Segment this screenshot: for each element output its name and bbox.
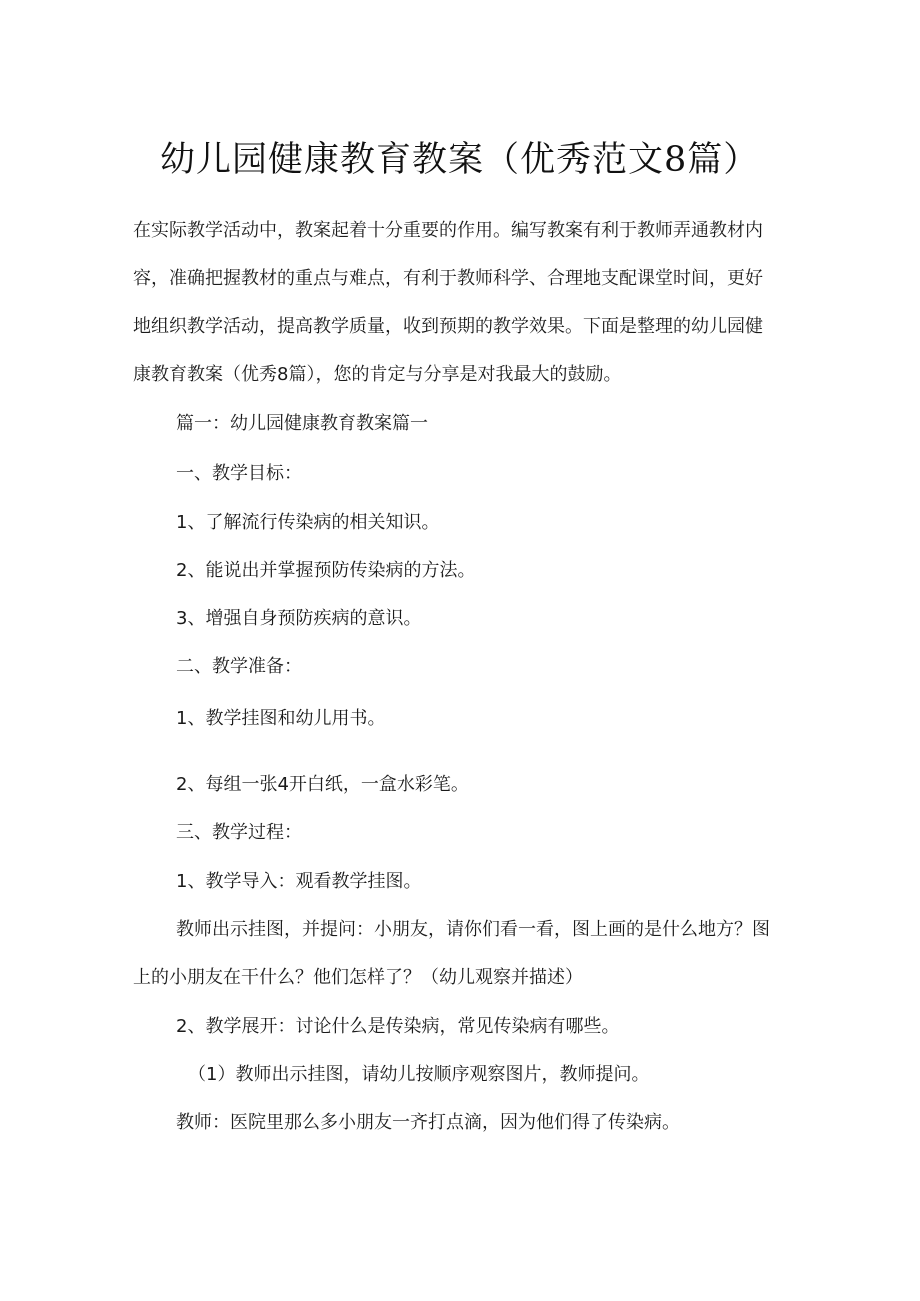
teacher-statement: 教师：医院里那么多小朋友一齐打点滴，因为他们得了传染病。 (176, 1112, 680, 1133)
intro-line: 在实际教学活动中，教案起着十分重要的作用。编写教案有利于教师弄通教材内 (133, 220, 763, 241)
process-item: 2、教学展开：讨论什么是传染病，常见传染病有哪些。 (176, 1016, 620, 1037)
document-title: 幼儿园健康教育教案（优秀范文8篇） (160, 140, 760, 180)
goals-heading: 一、教学目标： (176, 463, 302, 484)
teacher-question-line: 教师出示挂图，并提问：小朋友，请你们看一看，图上画的是什么地方？图 (176, 919, 770, 940)
process-subitem: （1）教师出示挂图，请幼儿按顺序观察图片，教师提问。 (188, 1064, 650, 1085)
process-heading: 三、教学过程： (176, 822, 302, 843)
section-heading: 篇一：幼儿园健康教育教案篇一 (176, 413, 428, 434)
prep-heading: 二、教学准备： (176, 656, 302, 677)
goal-item: 1、了解流行传染病的相关知识。 (176, 512, 440, 533)
goal-item: 2、能说出并掌握预防传染病的方法。 (176, 560, 476, 581)
goal-item: 3、增强自身预防疾病的意识。 (176, 608, 422, 629)
process-item: 1、教学导入：观看教学挂图。 (176, 871, 422, 892)
prep-item: 1、教学挂图和幼儿用书。 (176, 708, 386, 729)
teacher-question-line: 上的小朋友在干什么？他们怎样了？（幼儿观察并描述） (133, 967, 583, 988)
intro-line: 康教育教案（优秀8篇），您的肯定与分享是对我最大的鼓励。 (133, 364, 622, 385)
intro-line: 容，准确把握教材的重点与难点，有利于教师科学、合理地支配课堂时间，更好 (133, 268, 763, 289)
prep-item: 2、每组一张4开白纸，一盒水彩笔。 (176, 774, 469, 795)
intro-line: 地组织教学活动，提高教学质量，收到预期的教学效果。下面是整理的幼儿园健 (133, 316, 763, 337)
intro-paragraph (133, 219, 793, 411)
